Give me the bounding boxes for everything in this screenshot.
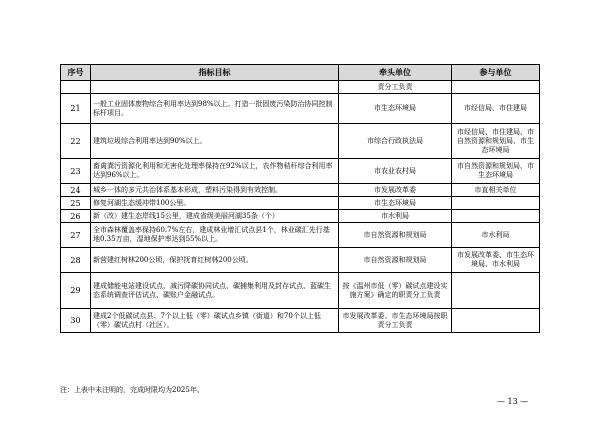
lead-unit: 按《温州市低（零）碳试点建设实施方案》确定的职责分工负责 xyxy=(339,273,452,309)
table-row xyxy=(61,159,540,184)
lead-unit: 市生态环境局 xyxy=(339,94,452,124)
table-row xyxy=(61,124,540,159)
row-number: 23 xyxy=(61,159,91,184)
header-lead-unit: 牵头单位 xyxy=(339,65,452,81)
lead-unit: 市自然资源和规划局 xyxy=(339,248,452,273)
row-number: 28 xyxy=(61,248,91,273)
indicator-text: 建成2个低碳试点县、7个以上低（零）碳试点乡镇（街道）和70个以上低（零）碳试点村（社区）。 xyxy=(91,309,339,333)
participant-units xyxy=(452,210,540,223)
table-row xyxy=(61,197,540,210)
indicator-text: 城乡一体的多元共治体系基本形成，塑料污染得到有效控制。 xyxy=(91,184,339,197)
lead-unit: 市农业农村局 xyxy=(339,159,452,184)
row-number: 27 xyxy=(61,223,91,248)
table-row xyxy=(61,210,540,223)
indicator-table xyxy=(60,64,540,333)
participant-units: 市直相关单位 xyxy=(452,184,540,197)
indicator-text: 新营建红树林200公顷，保护抚育红树林200公顷。 xyxy=(91,248,339,273)
indicator-text: 修复河湖生态缓冲带100公里。 xyxy=(91,197,339,210)
row-number: 29 xyxy=(61,273,91,309)
table-row xyxy=(61,223,540,248)
row-number: 22 xyxy=(61,124,91,159)
participant-units xyxy=(452,309,540,333)
lead-unit: 市自然资源和规划局 xyxy=(339,223,452,248)
table-row xyxy=(61,309,540,333)
indicator-text: 建筑垃圾综合利用率达到90%以上。 xyxy=(91,124,339,159)
lead-unit: 市发展改革委、市生态环境局按职责分工负责 xyxy=(339,309,452,333)
header-seq: 序号 xyxy=(61,65,91,81)
lead-unit: 市综合行政执法局 xyxy=(339,124,452,159)
table-header-row xyxy=(61,65,540,81)
page-number: — 13 — xyxy=(497,397,529,406)
header-indicator: 指标目标 xyxy=(91,65,339,81)
row-number: 26 xyxy=(61,210,91,223)
table-row xyxy=(61,248,540,273)
lead-unit: 市生态环境局 xyxy=(339,197,452,210)
table-row xyxy=(61,184,540,197)
lead-unit: 市水利局 xyxy=(339,210,452,223)
participant-units: 市水利局 xyxy=(452,223,540,248)
table-row xyxy=(61,94,540,124)
row-number: 24 xyxy=(61,184,91,197)
participant-units: 市经信局、市住建局、市自然资源和规划局、市生态环境局 xyxy=(452,124,540,159)
table-footnote: 注：上表中未注明的，完成时限均为2025年。 xyxy=(60,386,204,394)
table-row-carry-over xyxy=(61,81,540,94)
participant-units: 市经信局、市住建局 xyxy=(452,94,540,124)
indicator-text: 全市森林覆盖率保持60.7%左右，建成林业增汇试点县1个，林业碳汇先行基地0.35万亩，湿地保护率达到55%以上。 xyxy=(91,223,339,248)
lead-unit: 市发展改革委 xyxy=(339,184,452,197)
row-number: 25 xyxy=(61,197,91,210)
lead-unit: 责分工负责 xyxy=(339,81,452,94)
header-participant-unit: 参与单位 xyxy=(452,65,540,81)
row-number: 21 xyxy=(61,94,91,124)
participant-units: 市自然资源和规划局、市生态环境局 xyxy=(452,159,540,184)
participant-units: 市发展改革委、市生态环境局、市水利局 xyxy=(452,248,540,273)
table-row xyxy=(61,273,540,309)
participant-units xyxy=(452,197,540,210)
indicator-text: 建成储能电站建设试点、减污降碳协同试点、碳捕集利用及封存试点、蓝碳生态系统调查评估试点、碳账户金融试点。 xyxy=(91,273,339,309)
row-number: 30 xyxy=(61,309,91,333)
indicator-text: 新（改）建生态岸线15公里，建成省级美丽河湖35条（个） xyxy=(91,210,339,223)
indicator-text: 畜禽粪污资源化利用和无害化处理率保持在92%以上，农作物秸秆综合利用率达到96%以上。 xyxy=(91,159,339,184)
indicator-text: 一般工业固体废物综合利用率达到98%以上。打造一批固废污染防治协同控制标杆项目。 xyxy=(91,94,339,124)
participant-units xyxy=(452,273,540,309)
